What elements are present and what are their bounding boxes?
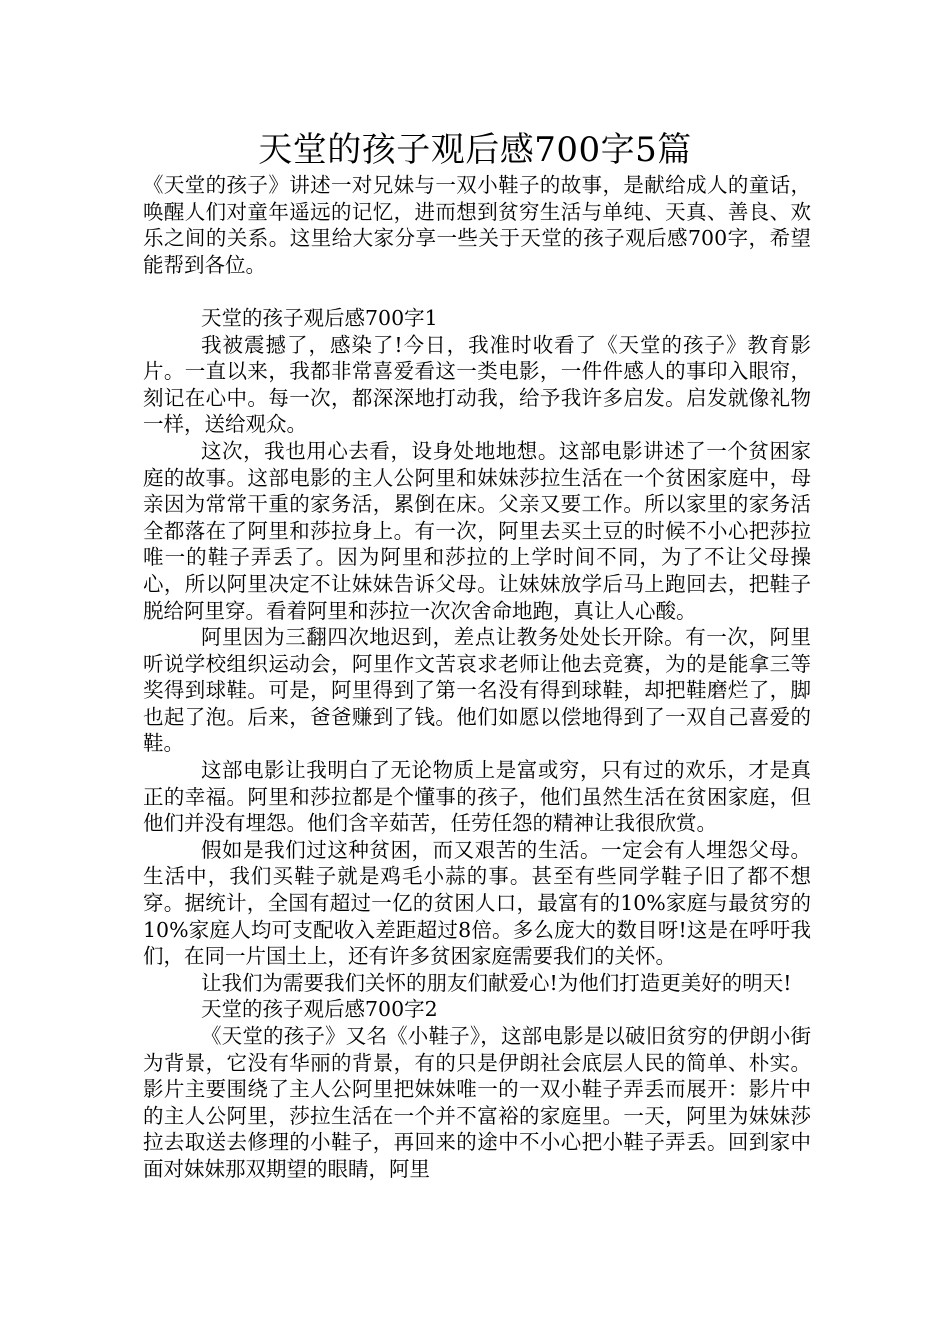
intro-paragraph: 《天堂的孩子》讲述一对兄妹与一双小鞋子的故事，是献给成人的童话，唤醒人们对童年遥远的记忆，进而想到贫穷生活与单纯、天真、善良、欢乐之间的关系。这里给大家分享一些关于天堂的孩子观后感700字，希望能帮到各位。 <box>143 173 811 277</box>
paragraph: 假如是我们过这种贫困，而又艰苦的生活。一定会有人埋怨父母。生活中，我们买鞋子就是鸡毛小蒜的事。甚至有些同学鞋子旧了都不想穿。据统计，全国有超过一亿的贫困人口，最富有的10%家庭与最贫穷的10%家庭人均可支配收入差距超过8倍。多么庞大的数目呀!这是在呼吁我们，在同一片国土上，还有许多贫困家庭需要我们的关怀。 <box>143 837 811 969</box>
section-heading-2: 天堂的孩子观后感700字2 <box>201 997 438 1022</box>
document-title: 天堂的孩子观后感700字5篇 <box>258 130 692 170</box>
document-body <box>143 172 811 1183</box>
paragraph: 《天堂的孩子》又名《小鞋子》，这部电影是以破旧贫穷的伊朗小街为背景，它没有华丽的背景，有的只是伊朗社会底层人民的简单、朴实。影片主要围绕了主人公阿里把妹妹唯一的一双小鞋子弄丢而展开：影片中的主人公阿里，莎拉生活在一个并不富裕的家庭里。一天，阿里为妹妹莎拉去取送去修理的小鞋子，再回来的途中不小心把小鞋子弄丢。回到家中面对妹妹那双期望的眼睛，阿里 <box>143 1024 811 1181</box>
paragraph: 这次，我也用心去看，设身处地地想。这部电影讲述了一个贫困家庭的故事。这部电影的主人公阿里和妹妹莎拉生活在一个贫困家庭中，母亲因为常常干重的家务活，累倒在床。父亲又要工作。所以家里的家务活全都落在了阿里和莎拉身上。有一次，阿里去买土豆的时候不小心把莎拉唯一的鞋子弄丢了。因为阿里和莎拉的上学时间不同，为了不让父母操心，所以阿里决定不让妹妹告诉父母。让妹妹放学后马上跑回去，把鞋子脱给阿里穿。看着阿里和莎拉一次次舍命地跑，真让人心酸。 <box>143 438 811 623</box>
paragraph: 我被震撼了，感染了!今日，我准时收看了《天堂的孩子》教育影片。一直以来，我都非常喜爱看这一类电影，一件件感人的事印入眼帘，刻记在心中。每一次，都深深地打动我，给予我许多启发。启发就像礼物一样，送给观众。 <box>143 332 811 437</box>
paragraph: 阿里因为三翻四次地迟到，差点让教务处处长开除。有一次，阿里听说学校组织运动会，阿里作文苦哀求老师让他去竞赛，为的是能拿三等奖得到球鞋。可是，阿里得到了第一名没有得到球鞋，却把鞋磨烂了，脚也起了泡。后来，爸爸赚到了钱。他们如愿以偿地得到了一双自己喜爱的鞋。 <box>143 625 811 756</box>
paragraph: 让我们为需要我们关怀的朋友们献爱心!为他们打造更美好的明天! <box>201 970 792 995</box>
paragraph: 这部电影让我明白了无论物质上是富或穷，只有过的欢乐，才是真正的幸福。阿里和莎拉都是个懂事的孩子，他们虽然生活在贫困家庭，但他们并没有埋怨。他们含辛茹苦，任劳任怨的精神让我很欣赏。 <box>143 758 811 836</box>
section-heading-1: 天堂的孩子观后感700字1 <box>201 305 438 330</box>
blank-line <box>143 278 811 305</box>
